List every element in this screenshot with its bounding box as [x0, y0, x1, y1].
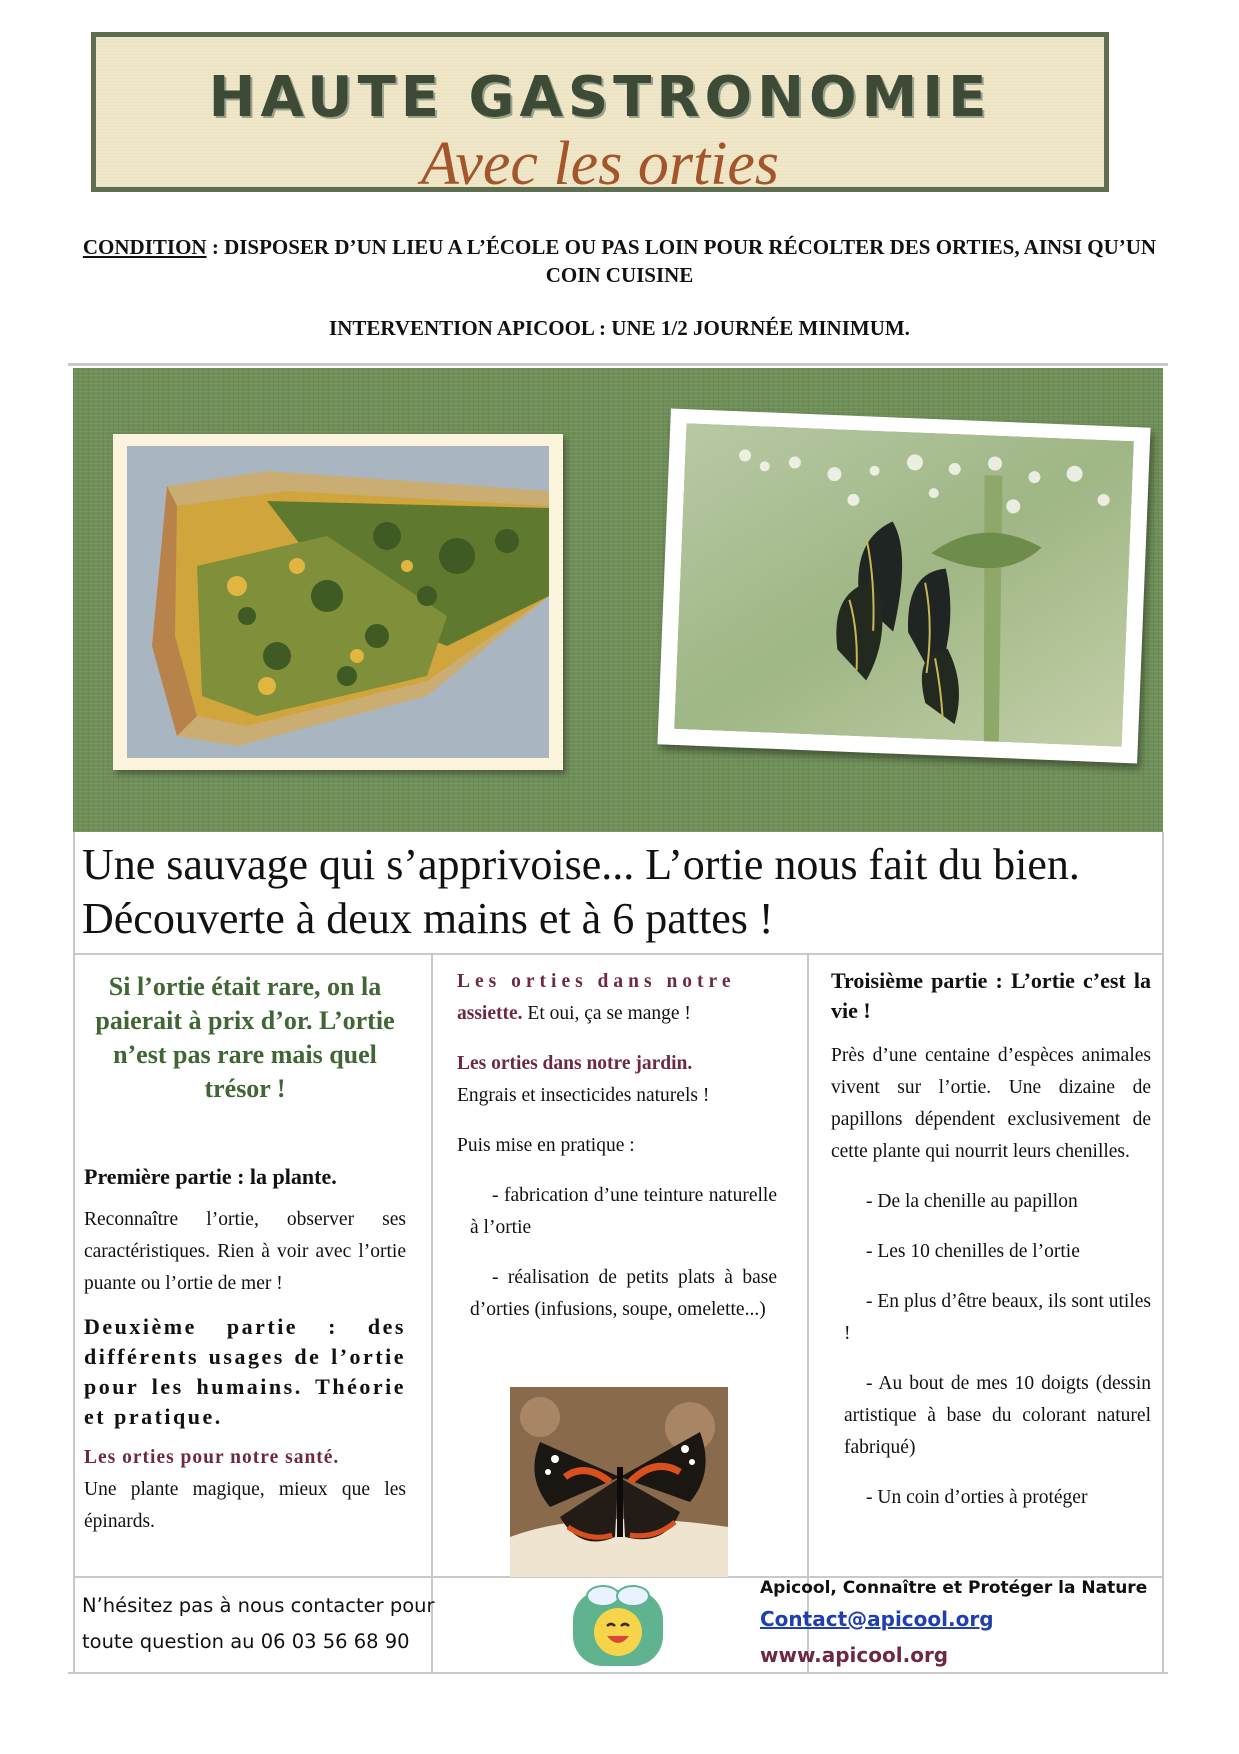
part3-item: - Au bout de mes 10 doigts (dessin artistique à base du colorant naturel fabriqué) [844, 1373, 1151, 1458]
bee-logo-icon [567, 1582, 669, 1668]
page-title: HAUTE GASTRONOMIE [208, 65, 992, 130]
quiche-photo [127, 446, 549, 758]
plate-title-end: assiette. [457, 1003, 523, 1024]
health-title: Les orties pour notre santé. [84, 1447, 340, 1468]
practice-text: Puis mise en pratique : [457, 1135, 635, 1156]
part1-text: Reconnaître l’ortie, observer ses caractéristiques. Rien à voir avec l’ortie puante ou l’ortie de mer ! [84, 1209, 406, 1294]
contact-text: N’hésitez pas à nous contacter pour toute question au 06 03 56 68 90 [82, 1594, 435, 1653]
condition-body: : DISPOSER D’UN LIEU A L’ÉCOLE OU PAS LOIN POUR RÉCOLTER DES ORTIES, AINSI QU’UN COIN CUISINE [206, 235, 1157, 287]
title-banner [91, 32, 1109, 198]
website-link[interactable]: www.apicool.org [760, 1643, 949, 1667]
grid-line [431, 955, 433, 1674]
quiche-photo-frame [113, 434, 563, 770]
divider [68, 363, 1168, 366]
part2-title: Deuxième partie : des différents usages de l’ortie pour les humains. Théorie et pratique. [84, 1314, 406, 1429]
column-1 [84, 970, 406, 1538]
condition-label: CONDITION [82, 235, 207, 259]
caterpillar-photo-frame [657, 409, 1150, 764]
column-2 [457, 966, 777, 1326]
practice-item: - fabrication d’une teinture naturelle à l’ortie [470, 1185, 777, 1238]
footer-contact [760, 1575, 1160, 1673]
org-name: Apicool, Connaître et Protéger la Nature [760, 1578, 1148, 1598]
grid-line [1162, 832, 1164, 1674]
caterpillar-photo [674, 423, 1134, 747]
part3-item: - Les 10 chenilles de l’ortie [866, 1241, 1080, 1262]
plate-text: Et oui, ça se mange ! [522, 1003, 691, 1024]
plate-title: Les orties dans notre [457, 971, 736, 992]
intervention-text: INTERVENTION APICOOL : UNE 1/2 JOURNÉE MINIMUM. [329, 316, 910, 340]
grid-line [807, 955, 809, 1674]
quote: Si l’ortie était rare, on la paierait à prix d’or. L’ortie n’est pas rare mais quel trésor ! [95, 972, 395, 1103]
garden-text: Engrais et insecticides naturels ! [457, 1085, 710, 1106]
condition-text [60, 233, 1179, 289]
part3-item: - De la chenille au papillon [866, 1191, 1078, 1212]
grid-line [73, 832, 75, 1674]
headline: Une sauvage qui s’apprivoise... L’ortie nous fait du bien. Découverte à deux mains et à 6 pattes ! [82, 840, 1080, 943]
garden-title: Les orties dans notre jardin. [457, 1053, 693, 1074]
grid-line [73, 953, 1164, 955]
health-text: Une plante magique, mieux que les épinards. [84, 1479, 406, 1532]
part3-item: - Un coin d’orties à protéger [866, 1487, 1088, 1508]
part3-title: Troisième partie : L’ortie c’est la vie ! [831, 968, 1151, 1023]
butterfly-photo [510, 1387, 728, 1577]
email-link[interactable]: Contact@apicool.org [760, 1607, 994, 1631]
practice-item: - réalisation de petits plats à base d’orties (infusions, soupe, omelette...) [470, 1267, 777, 1320]
column-3 [831, 966, 1151, 1514]
part1-title: Première partie : la plante. [84, 1164, 337, 1189]
part3-item: - En plus d’être beaux, ils sont utiles ! [844, 1291, 1151, 1344]
part3-intro: Près d’une centaine d’espèces animales vivent sur l’ortie. Une dizaine de papillons dépendent exclusivement de cette plante qui nourrit leurs chenilles. [831, 1045, 1151, 1162]
page-subtitle: Avec les orties [420, 130, 780, 198]
